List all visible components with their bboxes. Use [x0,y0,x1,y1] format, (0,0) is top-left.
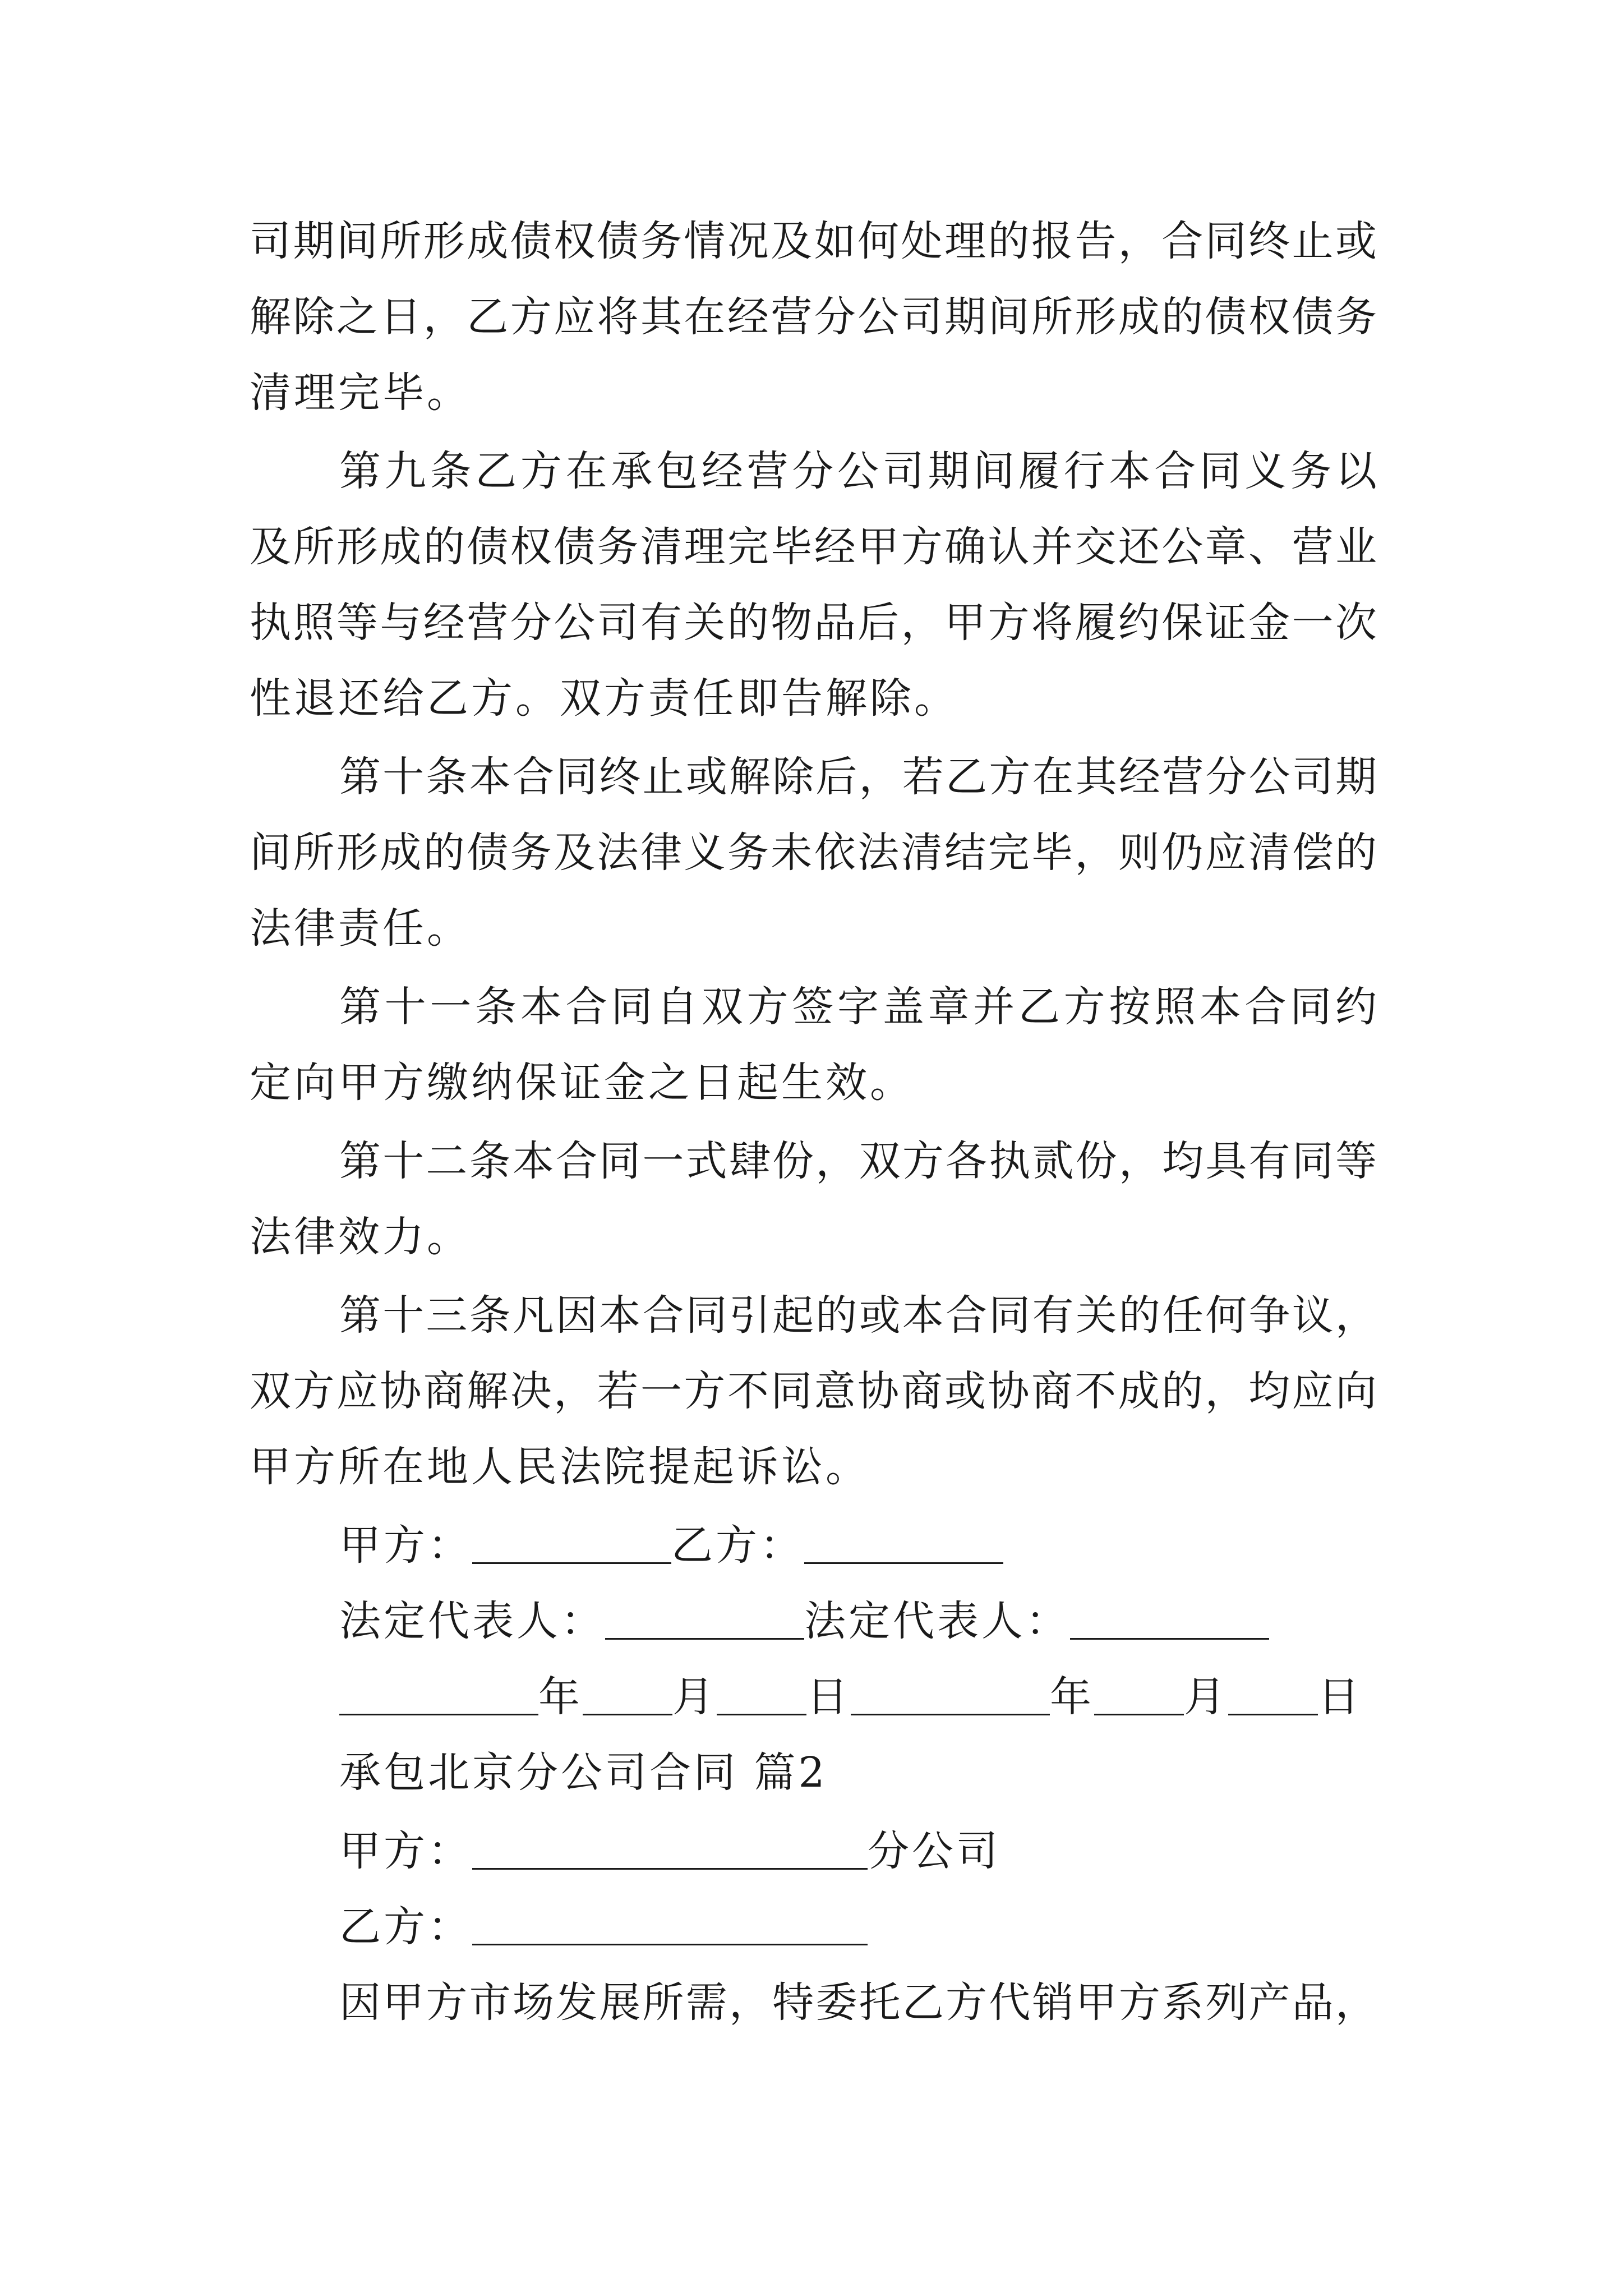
month-a-label: 月 [672,1673,717,1721]
article-10-line: 法律责任。 [250,904,471,953]
article-13-line: 第十三条凡因本合同引起的或本合同有关的任何争议， [339,1291,1377,1340]
month-a-blank [583,1674,672,1715]
year-b-label: 年 [1050,1673,1094,1721]
article-11-line: 定向甲方缴纳保证金之日起生效。 [250,1059,914,1107]
section-2-party-a-suffix: 分公司 [868,1827,1000,1875]
paragraph-line: 解除之日，乙方应将其在经营分公司期间所形成的债权债务 [250,293,1377,341]
section-2-party-a-label: 甲方： [339,1827,472,1875]
day-a-label: 日 [806,1673,851,1721]
party-a-label: 甲方： [339,1521,472,1570]
signature-dates [339,1669,1362,1725]
section-2-title: 承包北京分公司合同 篇2 [339,1749,828,1797]
paragraph-line: 司期间所形成债权债务情况及如何处理的报告，合同终止或 [250,217,1377,265]
article-10-line: 间所形成的债务及法律义务未依法清结完毕，则仍应清偿的 [250,829,1377,877]
section-2-party-a-blank [472,1829,868,1870]
article-9-line: 第九条乙方在承包经营分公司期间履行本合同义务以 [339,447,1377,495]
section-2-party-b-blank [472,1904,868,1945]
month-b-label: 月 [1184,1673,1228,1721]
rep-b-blank [1070,1599,1269,1640]
section-2-intro: 因甲方市场发展所需，特委托乙方代销甲方系列产品， [339,1978,1377,2027]
paragraph-line: 清理完毕。 [250,369,471,417]
party-a-blank [472,1523,671,1564]
article-9-line: 及所形成的债权债务清理完毕经甲方确认并交还公章、营业 [250,523,1377,571]
signature-parties [339,1517,1003,1573]
article-10-line: 第十条本合同终止或解除后，若乙方在其经营分公司期 [339,753,1377,801]
month-b-blank [1094,1674,1184,1715]
article-12-line: 第十二条本合同一式肆份，双方各执贰份，均具有同等 [339,1137,1377,1185]
day-b-blank [1228,1674,1318,1715]
day-b-label: 日 [1318,1673,1362,1721]
article-13-line: 甲方所在地人民法院提起诉讼。 [250,1443,870,1491]
rep-a-blank [605,1599,804,1640]
year-a-blank [339,1674,538,1715]
year-b-blank [851,1674,1050,1715]
section-2-party-b-label: 乙方： [339,1903,472,1951]
party-b-label: 乙方： [671,1521,804,1570]
rep-b-label: 法定代表人： [804,1597,1070,1645]
article-9-line: 执照等与经营分公司有关的物品后，甲方将履约保证金一次 [250,599,1377,647]
section-2-party-a [339,1823,1000,1879]
article-13-line: 双方应协商解决，若一方不同意协商或协商不成的，均应向 [250,1367,1377,1415]
section-2-party-b [339,1899,868,1955]
article-9-line: 性退还给乙方。双方责任即告解除。 [250,674,958,723]
signature-representatives [339,1593,1269,1649]
day-a-blank [717,1674,806,1715]
party-b-blank [804,1523,1003,1564]
article-12-line: 法律效力。 [250,1213,471,1261]
article-11-line: 第十一条本合同自双方签字盖章并乙方按照本合同约 [339,983,1377,1031]
rep-a-label: 法定代表人： [339,1597,605,1645]
year-a-label: 年 [538,1673,583,1721]
